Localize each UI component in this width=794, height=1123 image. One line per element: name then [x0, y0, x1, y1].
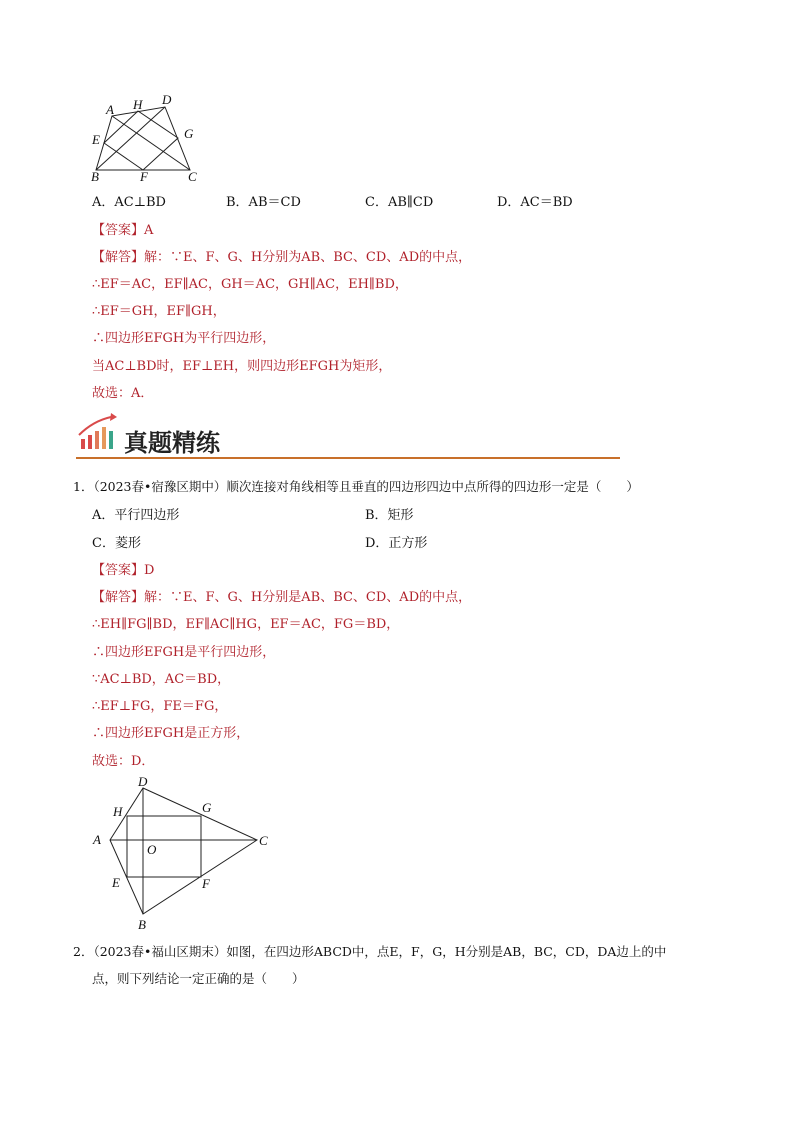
- option-a: A．AC⊥BD: [92, 195, 166, 210]
- solution-line: ∴EH∥FG∥BD，EF∥AC∥HG，EF＝AC，FG＝BD，: [92, 617, 400, 632]
- fig1-label-f: F: [140, 169, 148, 184]
- solution-line: ∴EF⊥FG，FE＝FG，: [92, 699, 228, 714]
- section-divider: [76, 457, 620, 459]
- option-d: D．正方形: [365, 536, 428, 551]
- solution-line: ∴四边形EFGH是平行四边形，: [92, 645, 276, 660]
- solution-line: ∴EF＝GH，EF∥GH，: [92, 304, 226, 319]
- fig1-label-g: G: [184, 126, 194, 141]
- answer: 【答案】A: [92, 223, 154, 238]
- fig1-label-a: A: [106, 102, 114, 117]
- solution-text: ∵E、F、G、H分别为AB、BC、CD、AD的中点，: [170, 250, 472, 265]
- fig2-label-h: H: [113, 804, 123, 819]
- fig2-label-o: O: [147, 842, 157, 857]
- fig1-label-d: D: [162, 92, 172, 107]
- answer: 【答案】D: [92, 563, 155, 578]
- fig1-label-h: H: [133, 97, 143, 112]
- fig2-label-a: A: [93, 832, 101, 847]
- solution-line: [92, 246, 471, 265]
- kite-figure-2: [90, 774, 280, 934]
- fig2-label-b: B: [138, 917, 146, 932]
- solution-line: [92, 586, 471, 605]
- solution-line: 当AC⊥BD时，EF⊥EH，则四边形EFGH为矩形，: [92, 359, 392, 374]
- solution-line: ∴四边形EFGH为平行四边形，: [92, 331, 276, 346]
- quadrilateral-figure-1: [86, 92, 210, 184]
- solution-line: ∵AC⊥BD，AC＝BD，: [92, 672, 231, 687]
- question-stem: 1．（2023春•宿豫区期中）顺次连接对角线相等且垂直的四边形四边中点所得的四边形一定是（ ）: [73, 479, 639, 494]
- question-stem: 2．（2023春•福山区期末）如图，在四边形ABCD中，点E，F，G，H分别是AB，BC，CD，DA边上的中: [73, 944, 667, 959]
- fig1-label-e: E: [92, 132, 100, 147]
- fig1-label-b: B: [91, 169, 99, 184]
- option-c: C．菱形: [92, 536, 141, 551]
- solution-line: ∴EF＝AC，EF∥AC，GH＝AC，GH∥AC，EH∥BD，: [92, 277, 408, 292]
- fig2-label-d: D: [138, 774, 148, 789]
- solution-prefix: 【解答】解：: [92, 250, 171, 265]
- solution-line: ∴四边形EFGH是正方形，: [92, 726, 250, 741]
- option-a: A．平行四边形: [92, 508, 180, 523]
- solution-text: ∵E、F、G、H分别是AB、BC、CD、AD的中点，: [170, 590, 472, 605]
- solution-line: 故选：A．: [92, 386, 154, 401]
- section-title: 真题精练: [124, 429, 220, 457]
- fig2-label-e: E: [112, 875, 120, 890]
- solution-prefix: 【解答】解：: [92, 590, 171, 605]
- fig2-label-f: F: [202, 876, 210, 891]
- question-stem-continued: 点，则下列结论一定正确的是（ ）: [92, 971, 305, 986]
- fig2-label-c: C: [259, 833, 268, 848]
- solution-line: 故选：D．: [92, 754, 155, 769]
- option-b: B．AB＝CD: [226, 195, 301, 210]
- bar-chart-growth-icon: [77, 411, 121, 453]
- option-c: C．AB∥CD: [365, 195, 434, 210]
- fig2-label-g: G: [202, 800, 212, 815]
- fig1-label-c: C: [188, 169, 197, 184]
- option-b: B．矩形: [365, 508, 414, 523]
- option-d: D．AC＝BD: [497, 195, 573, 210]
